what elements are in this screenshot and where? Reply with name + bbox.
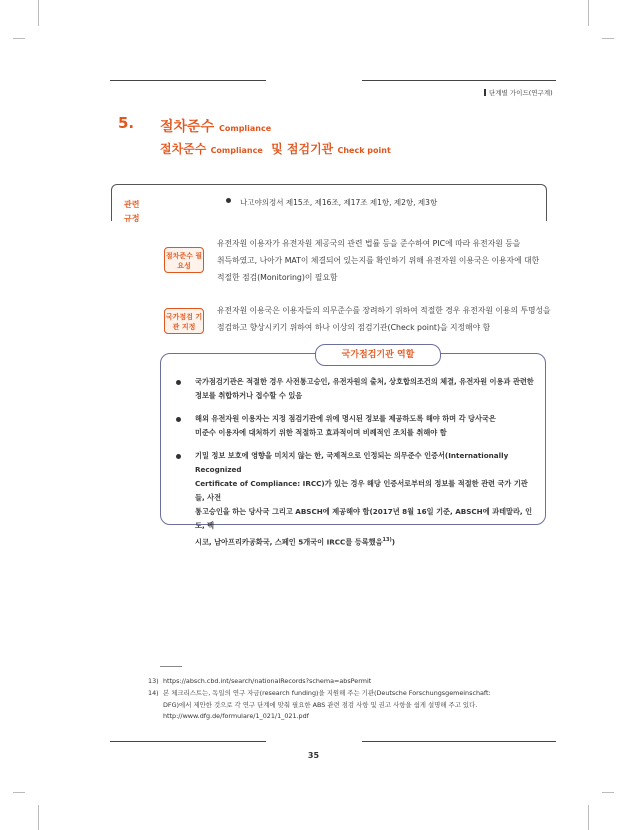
footnote-13: 13) https://absch.cbd.int/search/nationalRecords?schema=absPermit xyxy=(148,676,548,688)
paragraph-checkpoint-designation: 유전자원 이용국은 이용자들의 의무준수를 장려하기 위하여 적절한 경우 유전자원 이용의 투명성을 점검하고 향상시키기 위하여 하나 이상의 점검기관(Check point)을 지정해야 함 xyxy=(217,306,551,332)
bullet-icon xyxy=(176,454,181,459)
role-item: 해외 유전자원 이용자는 지정 점검기관에 위에 명시된 정보를 제공하도록 해야 하며 각 당사국은 미준수 이용자에 대처하기 위한 적절하고 효과적이며 비례적인 조치를 취해야 함 xyxy=(176,412,536,440)
bullet-icon xyxy=(176,417,181,422)
footer-rule-right xyxy=(362,741,556,742)
tag-checkpoint-designation: 국가점검 기관 지정 xyxy=(164,308,204,334)
role-box-title: 국가점검기관 역할 xyxy=(315,344,441,366)
crop-mark xyxy=(13,38,25,39)
crop-mark xyxy=(13,792,25,793)
crop-mark xyxy=(588,805,589,830)
section-title: 절차준수 Compliance xyxy=(160,119,272,135)
header-bar-icon xyxy=(484,89,486,96)
crop-mark xyxy=(38,805,39,830)
section-number: 5. xyxy=(118,114,135,132)
role-item: 기밀 정보 보호에 영향을 미치지 않는 한, 국제적으로 인정되는 의무준수 인증서(Internationally Recognized Certificate of Compliance: IRCC)가 있는 경우 해당 인증서로부터의 정보를 적절한 관련 국가 기관들, 사전 통고승인을 하는 당사국 그리고 ABSCH에 제공해야 함(2017년 8월 16일 기준, ABSCH에 과테말라, 인도, 벡 시코, 남아프리카공화국, 스페인 5개국이 IRCC를 등록했음$^{13)}$) xyxy=(176,449,536,549)
running-header-text: 단계별 가이드(연구계) xyxy=(489,89,553,97)
footnote-ref[interactable]: 13) xyxy=(382,537,392,543)
bullet-icon xyxy=(226,198,231,203)
crop-mark xyxy=(38,0,39,26)
tag-compliance-need: 절차준수 필요성 xyxy=(164,247,204,273)
bullet-icon xyxy=(176,380,181,385)
section-subtitle: 절차준수 Compliance 및 점검기관 Check point xyxy=(160,142,391,156)
footnote-rule xyxy=(160,666,182,667)
header-rule-left xyxy=(110,80,266,81)
page-number: 35 xyxy=(307,751,320,760)
footer-rule-left xyxy=(110,741,266,742)
footnote-14: 14) 본 체크리스트는, 독일의 연구 자금(research funding)을 지원해 주는 기관(Deutsche Forschungsgemeinschaft: DFG)에서 제안한 것으로 각 연구 단계에 맞춰 필요한 ABS 관련 점검 사항 및 권고 사항을 쉽게 설명해 주고 있다. http://www.dfg.de/formulare/1_021/1_021.pdf xyxy=(148,689,491,720)
footnote-link[interactable]: https://absch.cbd.int/search/nationalRecords?schema=absPermit xyxy=(163,677,372,685)
role-item: 국가점검기관은 적절한 경우 사전통고승인, 유전자원의 출처, 상호합의조건의 체결, 유전자원 이용과 관련한 정보를 취합하거나 접수할 수 있음 xyxy=(176,375,536,403)
paragraph-compliance-need: 유전자원 이용자가 유전자원 제공국의 관련 법률 등을 준수하여 PIC에 따라 유전자원 등을 취득하였고, 나아가 MAT이 체결되어 있는지를 확인하기 위해 유전자원 이용국은 이용자에 대한 적절한 점검(Monitoring)이 필요함 xyxy=(217,239,540,282)
header-rule-right xyxy=(362,80,556,81)
footnote-link[interactable]: http://www.dfg.de/formulare/1_021/1_021.pdf xyxy=(163,712,309,720)
running-header xyxy=(484,88,553,97)
reference-label: 관련 규정 xyxy=(124,200,140,223)
reference-text: 나고야의정서 제15조, 제16조, 제17조 제1항, 제2항, 제3항 xyxy=(226,197,437,208)
crop-mark xyxy=(602,792,614,793)
crop-mark xyxy=(588,0,589,26)
crop-mark xyxy=(602,38,614,39)
